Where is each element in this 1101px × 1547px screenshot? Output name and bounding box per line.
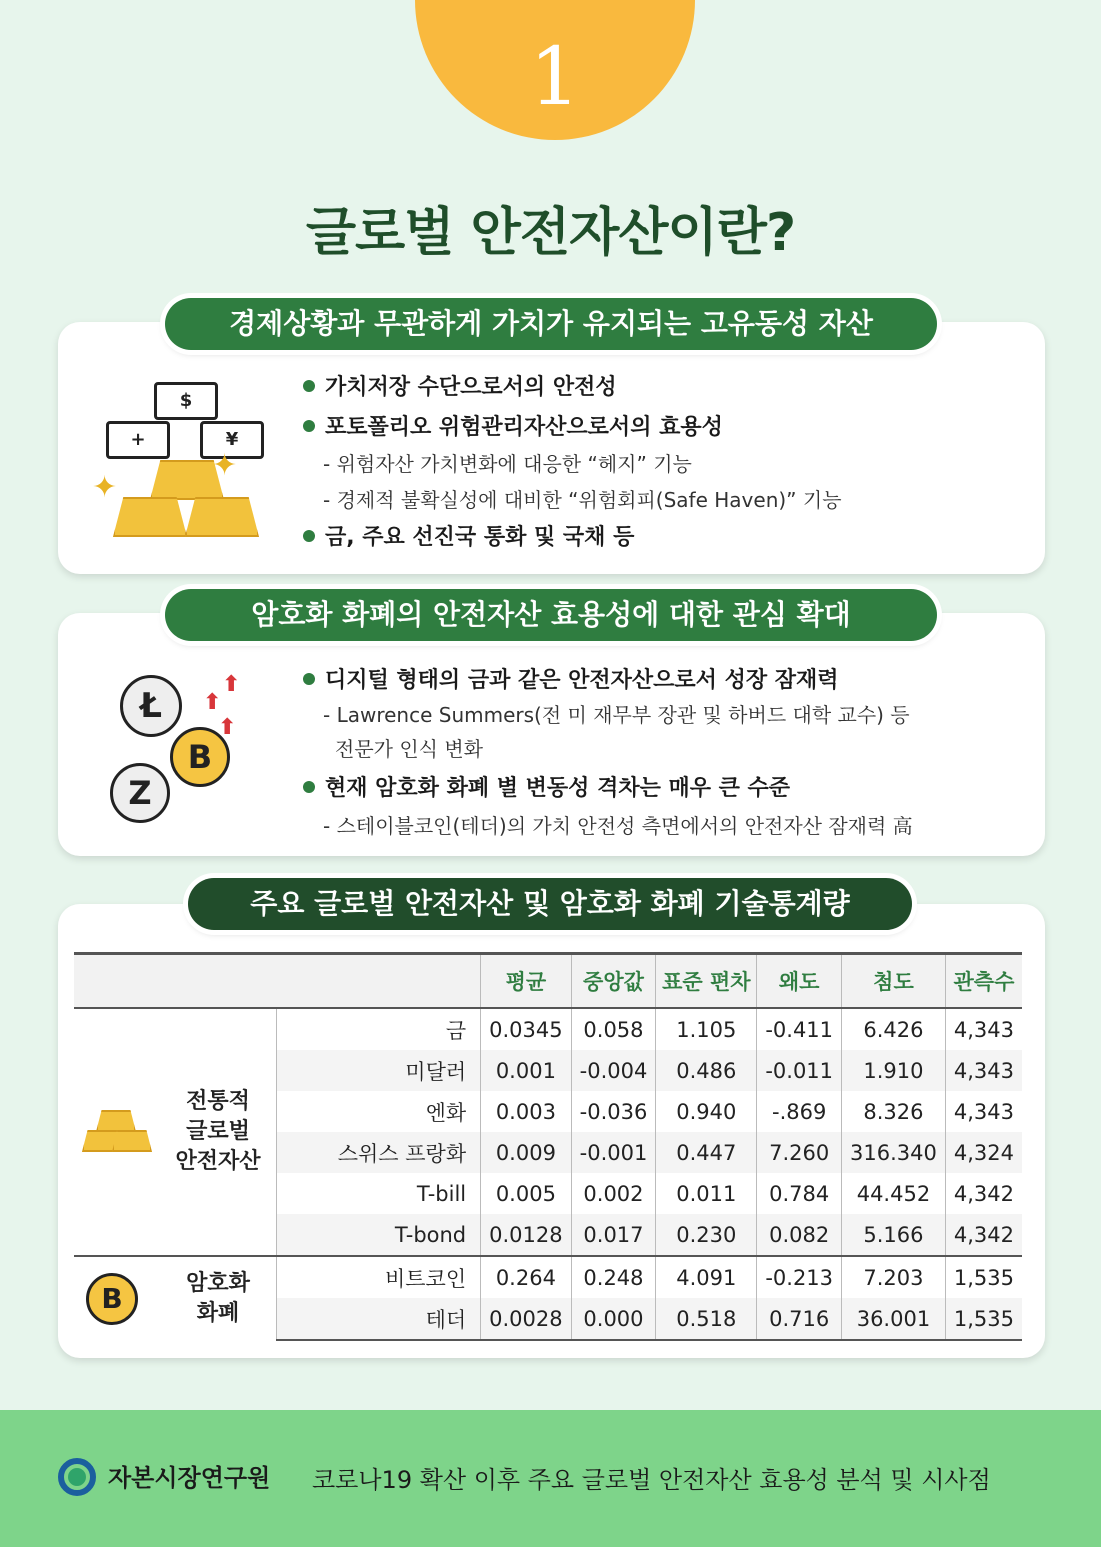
row-label: T-bill — [277, 1173, 481, 1214]
cell-value: 0.009 — [481, 1132, 571, 1173]
cell-value: 36.001 — [842, 1298, 946, 1340]
up-arrow-icon: ⬆ — [203, 690, 222, 715]
cell-value: 0.230 — [656, 1214, 757, 1256]
footer-organization: 자본시장연구원 — [108, 1464, 271, 1492]
col-mean: 평균 — [481, 954, 571, 1009]
gold-group-icon-cell — [74, 1008, 160, 1256]
gold-bar-icon — [113, 497, 187, 537]
bullet-volatility-gap: 현재 암호화 화폐 별 변동성 격차는 매우 큰 수준 — [303, 771, 790, 802]
cell-value: 4,343 — [945, 1091, 1022, 1132]
cell-value: 4,324 — [945, 1132, 1022, 1173]
row-label: T-bond — [277, 1214, 481, 1256]
bitcoin-icon: B — [86, 1273, 138, 1325]
crypto-group-icon-cell — [74, 1256, 160, 1340]
cell-value: 0.000 — [571, 1298, 656, 1340]
cell-value: 0.005 — [481, 1173, 571, 1214]
cell-value: 44.452 — [842, 1173, 946, 1214]
statistics-table — [74, 952, 1022, 1341]
gold-bar-icon — [185, 497, 259, 537]
cell-value: -.869 — [757, 1091, 842, 1132]
cell-value: 0.001 — [481, 1050, 571, 1091]
bitcoin-icon: B — [170, 727, 230, 787]
sparkle-icon: ✦ — [92, 470, 118, 505]
cell-value: 0.002 — [571, 1173, 656, 1214]
section-number: 1 — [529, 30, 581, 123]
cell-value: 0.940 — [656, 1091, 757, 1132]
cell-value: 0.0128 — [481, 1214, 571, 1256]
row-label: 금 — [277, 1008, 481, 1050]
gold-bars-icon — [82, 1102, 152, 1162]
cell-value: 7.260 — [757, 1132, 842, 1173]
zcash-icon: Z — [110, 763, 170, 823]
litecoin-icon: Ł — [120, 675, 182, 737]
cell-value: 0.058 — [571, 1008, 656, 1050]
cell-value: 1,535 — [945, 1298, 1022, 1340]
cell-value: 0.017 — [571, 1214, 656, 1256]
cell-value: 0.082 — [757, 1214, 842, 1256]
section-heading-crypto: 암호화 화폐의 안전자산 효용성에 대한 관심 확대 — [165, 589, 937, 641]
cell-value: -0.004 — [571, 1050, 656, 1091]
table-row — [74, 1008, 1022, 1050]
cell-value: 1.105 — [656, 1008, 757, 1050]
cell-value: 8.326 — [842, 1091, 946, 1132]
cell-value: 4.091 — [656, 1256, 757, 1298]
bullet-portfolio-risk: 포토폴리오 위험관리자산으로서의 효용성 — [303, 410, 723, 441]
cell-value: 0.011 — [656, 1173, 757, 1214]
sub-summers: - Lawrence Summers(전 미 재무부 장관 및 하버드 대학 교수) 등 — [323, 703, 910, 727]
table-header-row — [74, 954, 1022, 1009]
sparkle-icon: ✦ — [212, 448, 238, 483]
cell-value: 1.910 — [842, 1050, 946, 1091]
cell-value: -0.011 — [757, 1050, 842, 1091]
plus-bill-icon: + — [106, 421, 170, 459]
cell-value: 0.486 — [656, 1050, 757, 1091]
cell-value: 1,535 — [945, 1256, 1022, 1298]
bullet-store-of-value: 가치저장 수단으로서의 안전성 — [303, 370, 617, 401]
row-label: 테더 — [277, 1298, 481, 1340]
cell-value: 0.003 — [481, 1091, 571, 1132]
footer-report-title: 코로나19 확산 이후 주요 글로벌 안전자산 효용성 분석 및 시사점 — [312, 1466, 991, 1494]
section-heading-statistics: 주요 글로벌 안전자산 및 암호화 화폐 기술통계량 — [188, 878, 912, 930]
cell-value: -0.001 — [571, 1132, 656, 1173]
page-title: 글로벌 안전자산이란? — [305, 203, 796, 263]
table-row — [74, 1256, 1022, 1298]
cell-value: 7.203 — [842, 1256, 946, 1298]
cell-value: 0.518 — [656, 1298, 757, 1340]
cell-value: 4,342 — [945, 1173, 1022, 1214]
col-skewness: 왜도 — [757, 954, 842, 1009]
cell-value: 4,343 — [945, 1008, 1022, 1050]
cell-value: 0.248 — [571, 1256, 656, 1298]
col-kurtosis: 첨도 — [842, 954, 946, 1009]
cell-value: 0.716 — [757, 1298, 842, 1340]
yen-bill-icon: ¥ — [200, 421, 264, 459]
sub-stablecoin: - 스테이블코인(테더)의 가치 안전성 측면에서의 안전자산 잠재력 高 — [323, 814, 913, 838]
dollar-bill-icon: $ — [154, 382, 218, 420]
cell-value: 316.340 — [842, 1132, 946, 1173]
group-label-traditional: 전통적 글로벌 안전자산 — [175, 1089, 261, 1174]
bullet-asset-examples: 금, 주요 선진국 통화 및 국채 등 — [303, 520, 634, 551]
bullet-growth-potential: 디지털 형태의 금과 같은 안전자산으로서 성장 잠재력 — [303, 663, 839, 694]
group-label-crypto: 암호화 화폐 — [160, 1256, 277, 1340]
cell-value: -0.411 — [757, 1008, 842, 1050]
cell-value: 6.426 — [842, 1008, 946, 1050]
sub-expert-perception: 전문가 인식 변화 — [335, 737, 483, 761]
kcmi-logo-inner — [68, 1468, 86, 1486]
cell-value: 0.447 — [656, 1132, 757, 1173]
up-arrow-icon: ⬆ — [218, 715, 237, 740]
cell-value: 4,343 — [945, 1050, 1022, 1091]
header-blank-cell — [74, 954, 481, 1009]
cell-value: -0.036 — [571, 1091, 656, 1132]
row-label: 스위스 프랑화 — [277, 1132, 481, 1173]
row-label: 엔화 — [277, 1091, 481, 1132]
cell-value: 0.0345 — [481, 1008, 571, 1050]
row-label: 비트코인 — [277, 1256, 481, 1298]
up-arrow-icon: ⬆ — [222, 672, 241, 697]
cell-value: 0.0028 — [481, 1298, 571, 1340]
row-label: 미달러 — [277, 1050, 481, 1091]
sub-hedge: - 위험자산 가치변화에 대응한 “헤지” 기능 — [323, 452, 692, 476]
cell-value: 5.166 — [842, 1214, 946, 1256]
col-std-dev: 표준 편차 — [656, 954, 757, 1009]
sub-safe-haven: - 경제적 불확실성에 대비한 “위험회피(Safe Haven)” 기능 — [323, 488, 842, 512]
col-observations: 관측수 — [945, 954, 1022, 1009]
cell-value: 4,342 — [945, 1214, 1022, 1256]
section-heading-safe-asset: 경제상황과 무관하게 가치가 유지되는 고유동성 자산 — [165, 298, 937, 350]
cell-value: 0.264 — [481, 1256, 571, 1298]
cell-value: -0.213 — [757, 1256, 842, 1298]
col-median: 중앙값 — [571, 954, 656, 1009]
cell-value: 0.784 — [757, 1173, 842, 1214]
